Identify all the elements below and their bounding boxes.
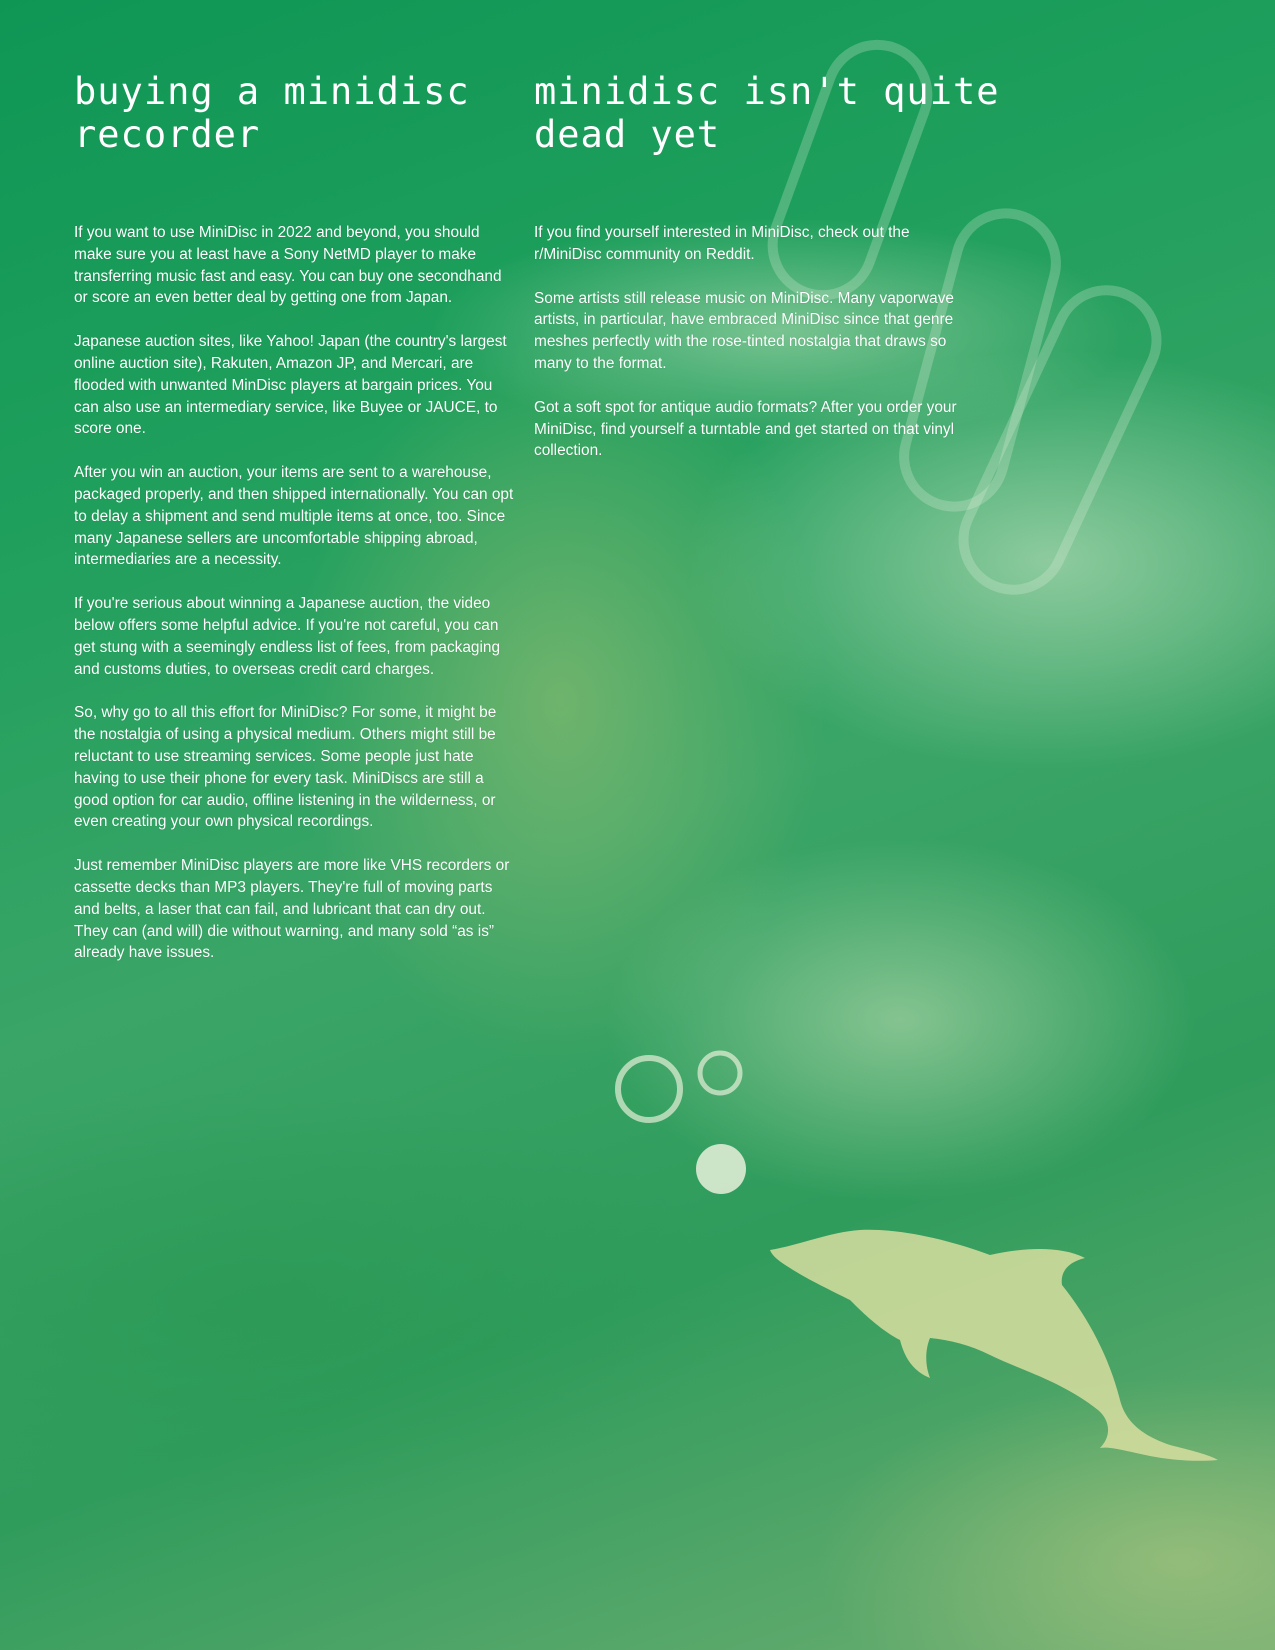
left-body bbox=[74, 222, 514, 986]
section-heading-not-dead: minidisc isn't quite dead yet bbox=[534, 70, 1000, 156]
paragraph: Some artists still release music on MiniDisc. Many vaporwave artists, in particular, have embraced MiniDisc since that genre meshes perfectly with the rose-tinted nostalgia that draws so many to the format. bbox=[534, 289, 954, 372]
paragraph: Japanese auction sites, like Yahoo! Japan (the country's largest online auction site), Rakuten, Amazon JP, and Mercari, are flooded with unwanted MinDisc players at bargain prices. You can also use an intermediary service, like Buyee or JAUCE, to score one. bbox=[74, 333, 507, 438]
section-heading-buying: buying a minidisc recorder bbox=[74, 70, 470, 156]
paragraph: If you're serious about winning a Japanese auction, the video below offers some helpful advice. If you're not careful, you can get stung with a seemingly endless list of fees, from packaging and customs duties, to overseas credit card charges. bbox=[74, 595, 501, 678]
paragraph: If you want to use MiniDisc in 2022 and beyond, you should make sure you at least have a Sony NetMD player to make transferring music fast and easy. You can buy one secondhand or score an even better deal by getting one from Japan. bbox=[74, 224, 502, 307]
paragraph: If you find yourself interested in MiniDisc, check out the r/MiniDisc community on Reddit. bbox=[534, 224, 910, 263]
paragraph: Just remember MiniDisc players are more like VHS recorders or cassette decks than MP3 players. They're full of moving parts and belts, a laser that can fail, and lubricant that can dry out. They can (and will) die without warning, and many sold “as is” already have issues. bbox=[74, 857, 510, 962]
right-body bbox=[534, 222, 974, 484]
paragraph: After you win an auction, your items are sent to a warehouse, packaged properly, and then shipped internationally. You can opt to delay a shipment and send multiple items at once, too. Since many Japanese sellers are uncomfortable shipping abroad, intermediaries are a necessity. bbox=[74, 464, 514, 569]
paragraph: So, why go to all this effort for MiniDisc? For some, it might be the nostalgia of using a physical medium. Others might still be reluctant to use streaming services. Some people just hate having to use their phone for every task. MiniDiscs are still a good option for car audio, offline listening in the wilderness, or even creating your own physical recordings. bbox=[74, 704, 497, 831]
paragraph: Got a soft spot for antique audio formats? After you order your MiniDisc, find yourself a turntable and get started on that vinyl collection. bbox=[534, 398, 957, 460]
bubble-icon bbox=[618, 1053, 746, 1194]
dolphin-icon bbox=[770, 1230, 1218, 1461]
